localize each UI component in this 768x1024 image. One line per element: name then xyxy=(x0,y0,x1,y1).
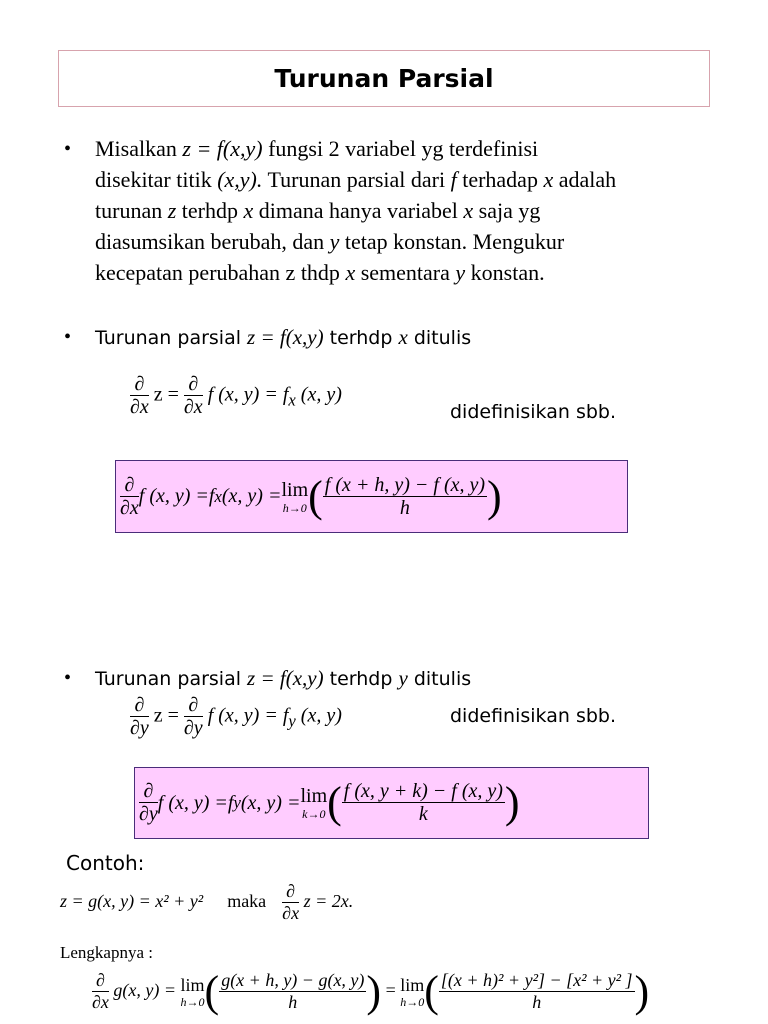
para-line-2: disekitar titik (x,y). Turunan parsial dari f terhadap x adalah xyxy=(95,167,617,192)
example-equation: z = g(x, y) = x² + y² maka $\frac{\partial}{\partial x}$ z = 2x. xyxy=(60,881,354,923)
complete-label: Lengkapnya : xyxy=(60,943,153,962)
title-box xyxy=(58,50,710,107)
defined-label-x: didefinisikan sbb. xyxy=(450,401,617,423)
definition-box-x: $\frac{\partial}{\partial x}$ f (x, y) = f x (x, y) = lim h→0 ( $\frac{f (x + h, y) - f (x, y)}{h}$ ) xyxy=(115,460,628,533)
partial-y-intro: Turunan parsial z = f(x,y) terhdp y ditulis xyxy=(95,666,472,690)
partial-x-intro: Turunan parsial z = f(x,y) terhdp x ditulis xyxy=(95,325,472,349)
para-line-4: diasumsikan berubah, dan y tetap konstan. Mengukur xyxy=(95,229,565,254)
full-derivation: $\frac{\partial}{\partial x} g(x$, y) = lim h→0 ( $\frac{g(x + h, y) - g(x, y)}{h}) = \lim$ h→0 ( $\frac{\text{[(x + h)² + y²] − [x² + y² ]}}{h}$) xyxy=(92,967,650,1016)
example-heading: Contoh: xyxy=(66,851,145,875)
page-title: Turunan Parsial xyxy=(274,64,494,93)
para-line-1: Misalkan z = f(x,y) fungsi 2 variabel yg terdefinisi xyxy=(95,136,539,161)
defined-label-y: didefinisikan sbb. xyxy=(450,705,617,727)
notation-partial-y: $\frac{\partial}{\partial y}$ z = $\frac{\partial}{\partial y}$ f (x, $y) = f_y$ (x, y) xyxy=(130,694,342,739)
bullet-1: • xyxy=(64,138,72,160)
bullet-2: • xyxy=(64,326,72,348)
paragraph-definition xyxy=(95,133,735,288)
para-line-5: kecepatan perubahan z thdp x sementara y konstan. xyxy=(95,260,545,285)
bullet-3: • xyxy=(64,667,72,689)
definition-box-y: $\frac{\partial}{\partial y}$ f (x, y) = f y (x, y) = lim k→0 ( $\frac{f (x, y + k) - f (x, y)}{k}$ ) xyxy=(134,767,649,839)
para-line-3: turunan z terhdp x dimana hanya variabel x saja yg xyxy=(95,198,541,223)
notation-partial-x: $\frac{\partial}{\partial x}$ z = $\frac{\partial}{\partial x}$ f (x, $y) = f_x$ (x, y) xyxy=(130,373,342,418)
